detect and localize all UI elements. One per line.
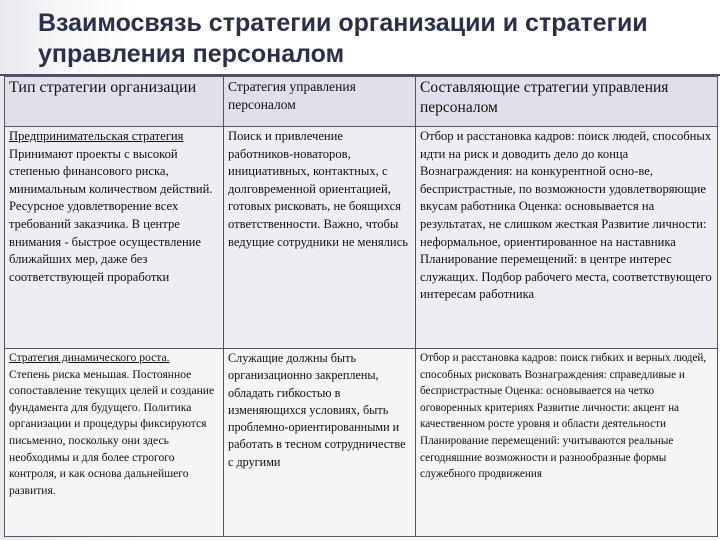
- table-row: [5, 349, 718, 537]
- org-strategy-name: Предпринимательская стратегия: [9, 129, 184, 143]
- org-strategy-cell: [5, 349, 224, 537]
- hr-components-cell: Отбор и расстановка кадров: поиск гибких и верных людей, способных рисковать Вознаграждения: справедливые и беспристрастные Оценка: основывается на четко оговоренных критериях Развитие личности: акцент на качественном росте уровня и области деятельности Планирование перемещений: учитываются реальные сегодняшние возможности и разнообразные формы служебного продвижения: [416, 349, 718, 537]
- table-row: [5, 127, 718, 349]
- hr-components-cell: Отбор и расстановка кадров: поиск людей, способных идти на риск и доводить дело до конца Вознаграждения: на конкурентной осно-ве, беспристрастные, по возможности удовлетворяющие вкусам работника Оценка: основывается на результатах, не слишком жесткая Развитие личности: неформальное, ориентированное на наставника Планирование перемещений: в центре интерес служащих. Подбор рабочего места, соответствующего интересам работника: [416, 127, 718, 349]
- slide-title: Взаимосвязь стратегии организации и стратегии управления персоналом: [38, 9, 648, 68]
- org-strategy-name: Стратегия динамического роста.: [9, 351, 170, 364]
- org-strategy-description: Степень риска меньшая. Постоянное сопоставление текущих целей и создание фундамента для будущего. Политика организации и процедуры фиксируются письменно, поскольку они здесь необходимы и для более строгого контроля, и как основа дальнейшего развития.: [9, 367, 215, 497]
- org-strategy-cell: [5, 127, 224, 349]
- header-hr-strategy-components: Составляющие стратегии управления персоналом: [416, 77, 718, 127]
- hr-strategy-cell: Служащие должны быть организационно закреплены, обладать гибкостью в изменяющихся условиях, быть проблемно-ориентированными и работать в тесном сотрудничестве с другими: [224, 349, 416, 537]
- org-strategy-description: Принимают проекты с высокой степенью финансового риска, минимальным количеством действий. Ресурсное удовлетворение всех требований заказчика. В центре внимания - быстрое осуществление ближайших мер, даже без соответствующей проработки: [9, 146, 213, 284]
- header-org-strategy-type: Тип стратегии организации: [5, 77, 224, 127]
- strategy-table: [4, 76, 718, 537]
- table-header-row: [5, 77, 718, 127]
- hr-strategy-cell: Поиск и привлечение работников-новаторов, инициативных, контактных, с долговременной ориентацией, готовых рисковать, не боящихся ответственности. Важно, чтобы ведущие сотрудники не менялись: [224, 127, 416, 349]
- header-hr-strategy: Стратегия управления персоналом: [224, 77, 416, 127]
